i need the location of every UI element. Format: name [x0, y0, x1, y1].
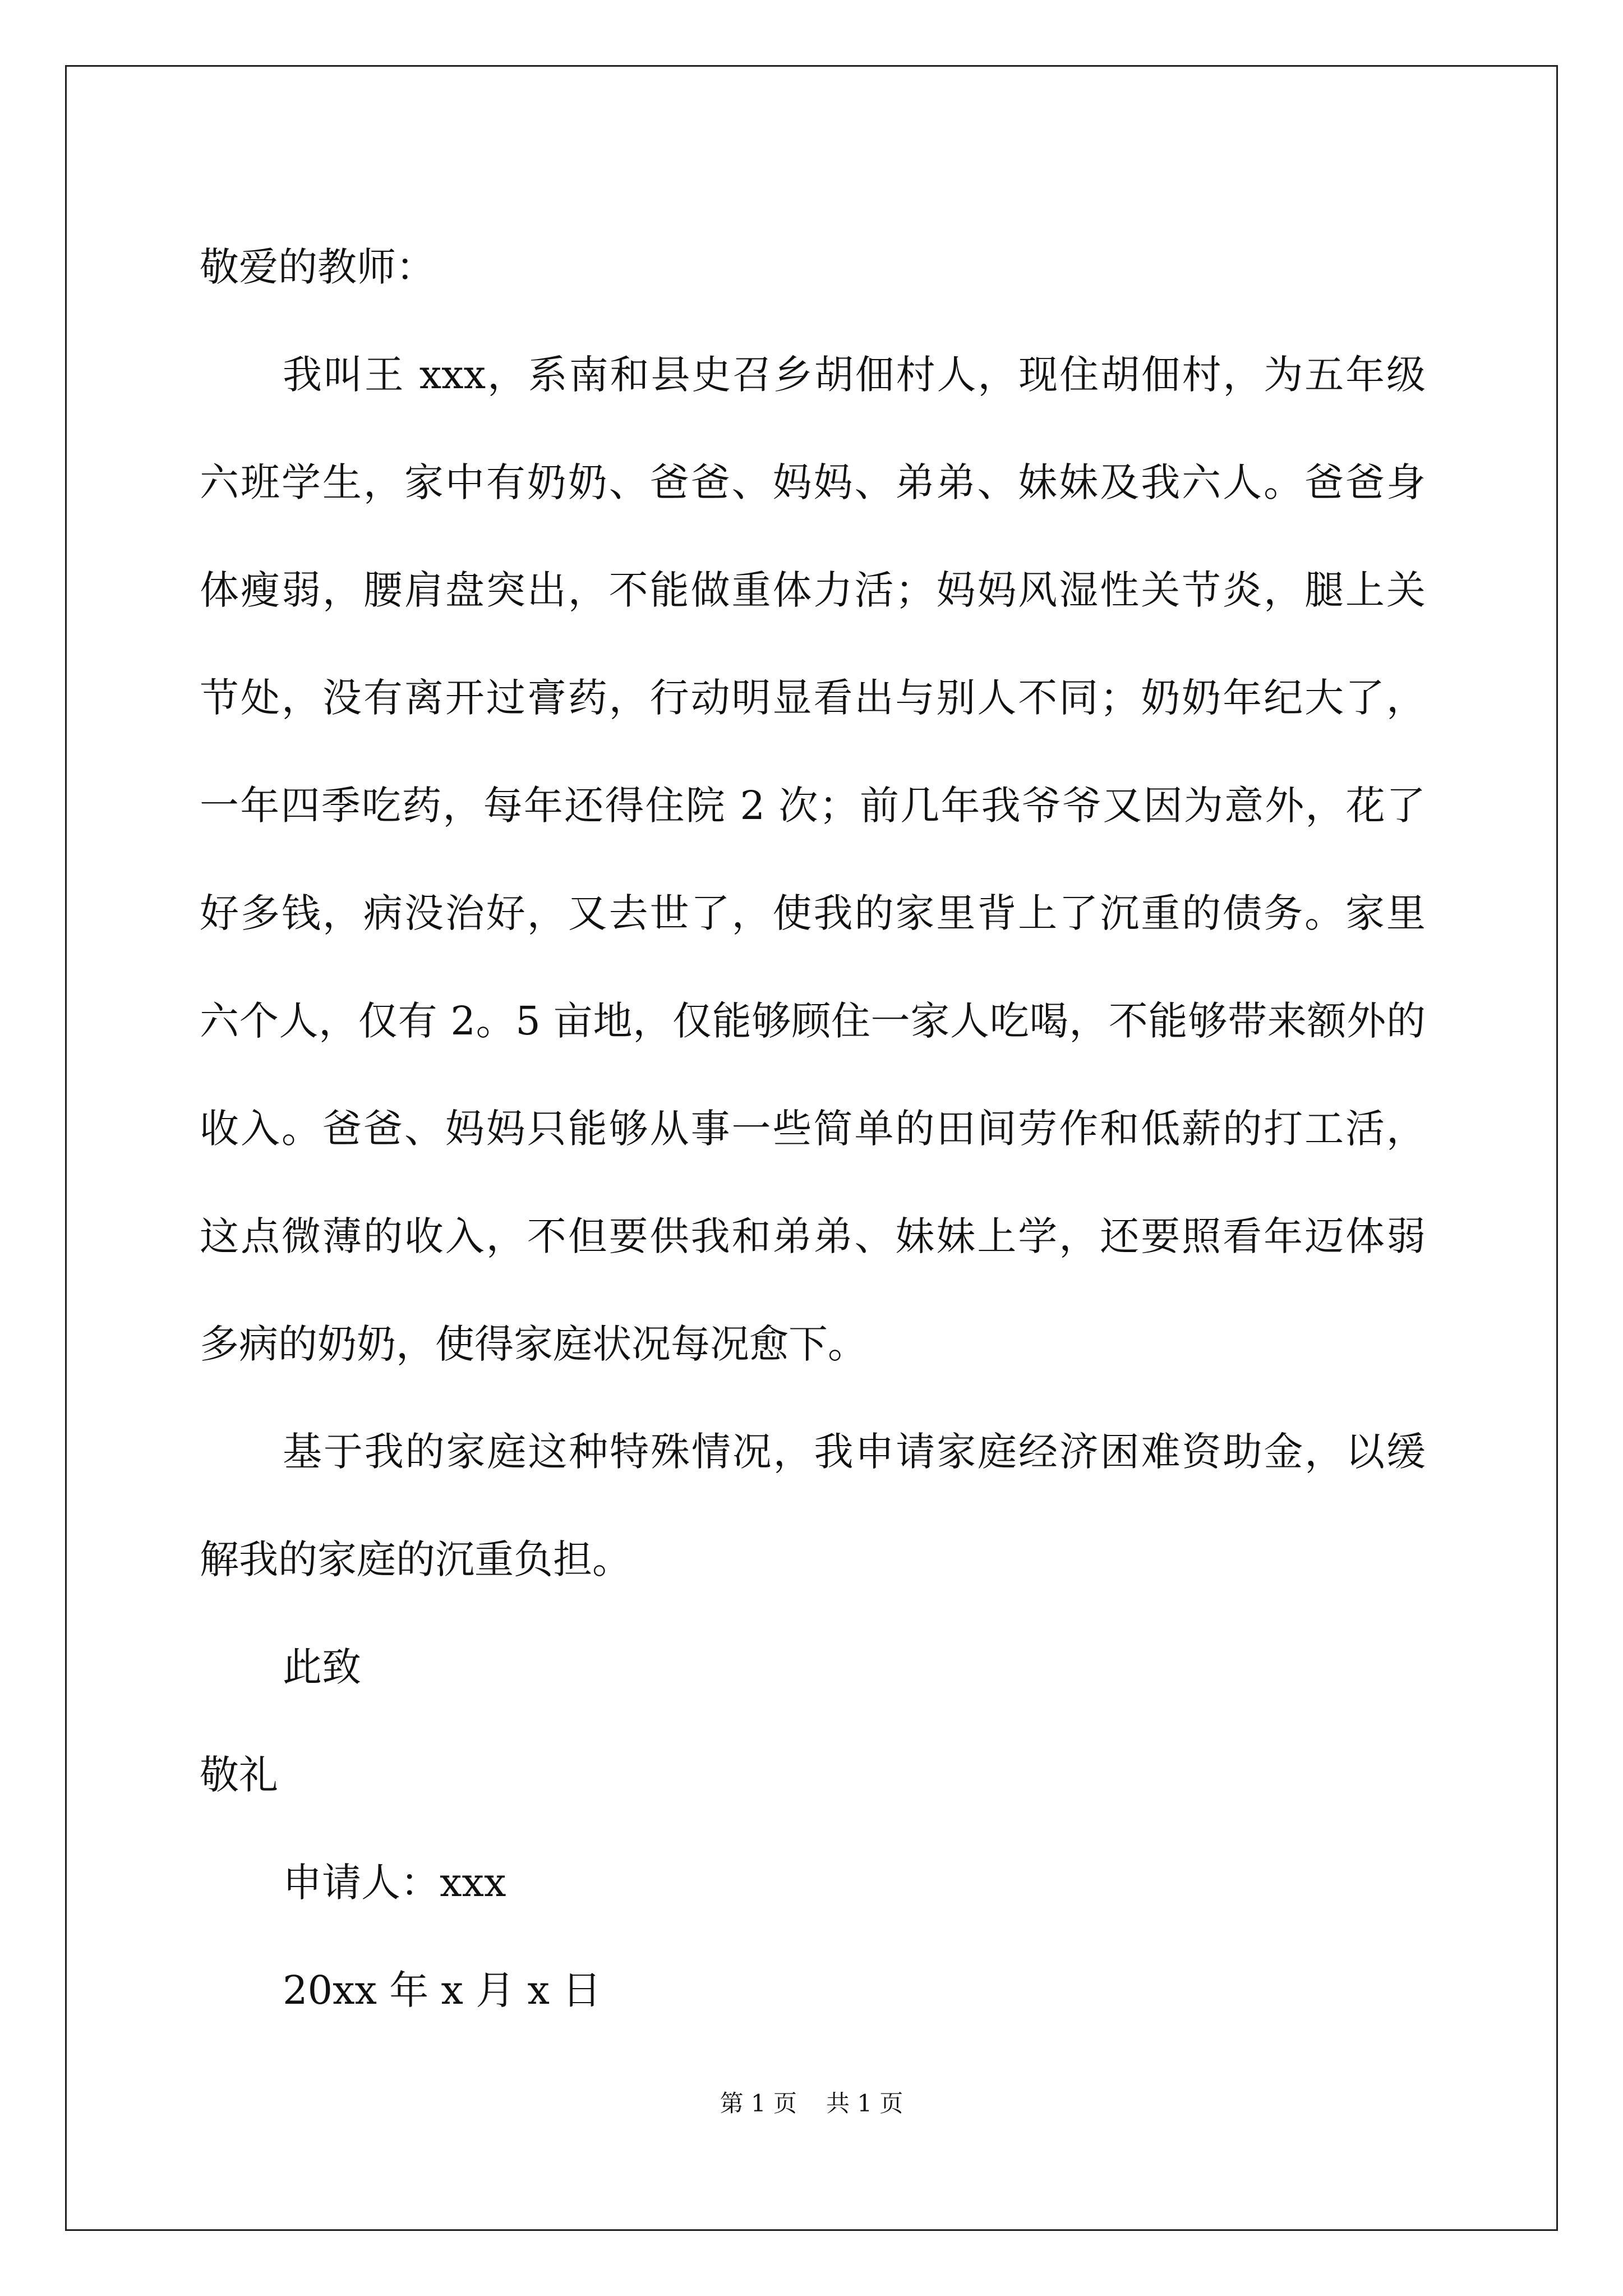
applicant-signature: 申请人：xxx: [283, 1860, 506, 1906]
paragraph-2-line: 基于我的家庭这种特殊情况，我申请家庭经济困难资助金，以缓: [283, 1429, 1426, 1475]
paragraph-2-line: 解我的家庭的沉重负担。: [200, 1536, 631, 1582]
letter-body: [200, 213, 1426, 2044]
page-footer: [0, 2087, 1623, 2120]
paragraph-1-line: 收入。爸爸、妈妈只能够从事一些简单的田间劳作和低薪的打工活，: [200, 1106, 1426, 1152]
paragraph-1-line: 六班学生，家中有奶奶、爸爸、妈妈、弟弟、妹妹及我六人。爸爸身: [200, 459, 1426, 505]
paragraph-1-line: 多病的奶奶，使得家庭状况每况愈下。: [200, 1321, 867, 1367]
salutation: 敬爱的教师：: [200, 244, 435, 290]
paragraph-1-line: 节处，没有离开过膏药，行动明显看出与别人不同；奶奶年纪大了，: [200, 675, 1426, 721]
closing-cizhi: 此致: [283, 1644, 361, 1690]
paragraph-1-line: 我叫王 xxx，系南和县史召乡胡佃村人，现住胡佃村，为五年级: [283, 352, 1426, 398]
page-number-total: 共 1 页: [826, 2090, 903, 2117]
paragraph-1-line: 体瘦弱，腰肩盘突出，不能做重体力活；妈妈风湿性关节炎，腿上关: [200, 567, 1426, 613]
paragraph-1-line: 一年四季吃药，每年还得住院 2 次；前几年我爷爷又因为意外，花了: [200, 783, 1426, 829]
paragraph-1-line: 这点微薄的收入，不但要供我和弟弟、妹妹上学，还要照看年迈体弱: [200, 1213, 1426, 1259]
letter-date: 20xx 年 x 月 x 日: [283, 1967, 602, 2013]
paragraph-1-line: 好多钱，病没治好，又去世了，使我的家里背上了沉重的债务。家里: [200, 890, 1426, 936]
page-number-current: 第 1 页: [720, 2090, 797, 2117]
closing-jingli: 敬礼: [200, 1752, 278, 1798]
paragraph-1-line: 六个人，仅有 2。5 亩地，仅能够顾住一家人吃喝，不能够带来额外的: [200, 998, 1426, 1044]
